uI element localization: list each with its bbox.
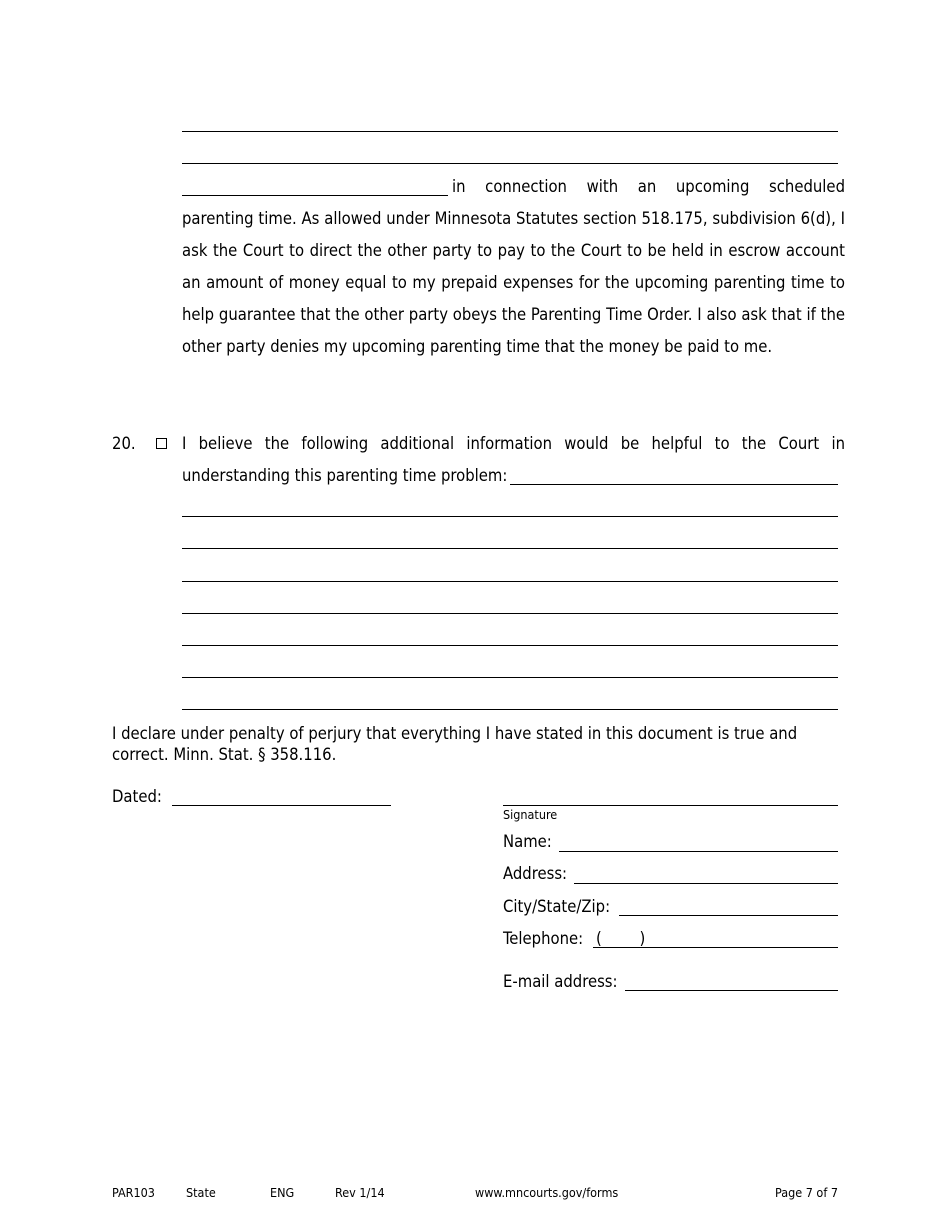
footer-language: ENG xyxy=(270,1185,295,1200)
email-label: E-mail address: xyxy=(503,972,618,991)
name-label: Name: xyxy=(503,832,552,851)
dated-field[interactable] xyxy=(172,805,391,806)
city-state-zip-label: City/State/Zip: xyxy=(503,897,611,916)
item20-blank-line-8[interactable] xyxy=(182,709,838,710)
item20-number: 20. xyxy=(112,434,136,453)
footer-revision: Rev 1/14 xyxy=(335,1185,385,1200)
item20-blank-line-1[interactable] xyxy=(510,484,838,485)
item20-paragraph xyxy=(182,428,845,492)
item20-blank-line-5[interactable] xyxy=(182,613,838,614)
footer-type: State xyxy=(186,1185,216,1200)
telephone-label: Telephone: xyxy=(503,929,584,948)
item20-blank-line-6[interactable] xyxy=(182,645,838,646)
item19-text: in connection with an upcoming scheduled parenting time. As allowed under Minnesota Statutes section 518.175, subdivision 6(d), I ask the Court to direct the other party to pay to the Court to be held in escrow account an amount of money equal to my prepaid expenses for the upcoming parenting time to help guarantee that the other party obeys the Parenting Time Order. I also ask that if the other party denies my upcoming parenting time that the money be paid to me. xyxy=(182,177,845,356)
footer-page-number: Page 7 of 7 xyxy=(774,1185,838,1200)
dated-label: Dated: xyxy=(112,787,162,806)
item20-blank-line-4[interactable] xyxy=(182,581,838,582)
signature-field[interactable] xyxy=(503,805,838,806)
footer-website: www.mncourts.gov/forms xyxy=(475,1185,619,1200)
item20-text: I believe the following additional information would be helpful to the Court in understanding this parenting time problem: xyxy=(182,434,845,485)
item19-paragraph xyxy=(182,171,845,363)
telephone-area-code: ( ) xyxy=(596,929,646,948)
telephone-field[interactable] xyxy=(593,947,838,948)
address-field[interactable] xyxy=(574,883,838,884)
item19-blank-line-2[interactable] xyxy=(182,163,838,164)
footer-form-id: PAR103 xyxy=(112,1185,155,1200)
item20-blank-line-2[interactable] xyxy=(182,516,838,517)
email-field[interactable] xyxy=(625,990,838,991)
item20-blank-line-7[interactable] xyxy=(182,677,838,678)
item20-checkbox[interactable] xyxy=(156,438,167,449)
signature-label: Signature xyxy=(503,807,558,822)
declaration-text: I declare under penalty of perjury that everything I have stated in this document is true and correct. Minn. Stat. § 358.116. xyxy=(112,724,798,764)
name-field[interactable] xyxy=(559,851,838,852)
item19-blank-line-1[interactable] xyxy=(182,131,838,132)
address-label: Address: xyxy=(503,864,568,883)
city-state-zip-field[interactable] xyxy=(619,915,838,916)
item20-blank-line-3[interactable] xyxy=(182,548,838,549)
